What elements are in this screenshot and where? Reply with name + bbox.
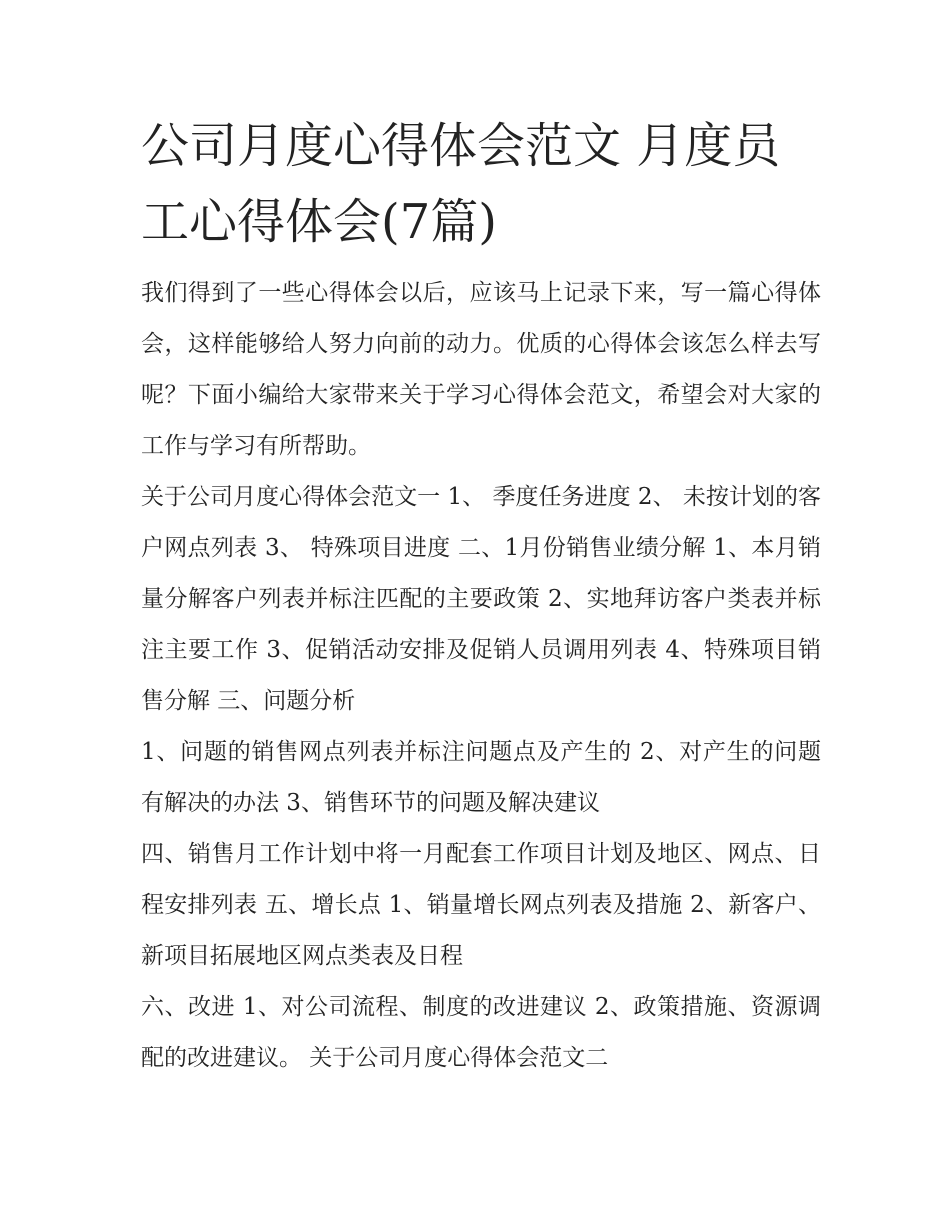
- paragraph-improvement: 六、改进 1、对公司流程、制度的改进建议 2、政策措施、资源调配的改进建议。 关于公司月度心得体会范文二: [141, 994, 821, 1071]
- paragraph-sample-one: 关于公司月度心得体会范文一 1、 季度任务进度 2、 未按计划的客户网点列表 3、 特殊项目进度 二、1月份销售业绩分解 1、本月销量分解客户列表并标注匹配的主要政策 2、实地拜访客户类表并标注主要工作 3、促销活动安排及促销人员调用列表 4、特殊项目销售分解 三、问题分析: [141, 484, 821, 714]
- paragraph-plan-growth: 四、销售月工作计划中将一月配套工作项目计划及地区、网点、日程安排列表 五、增长点 1、销量增长网点列表及措施 2、新客户、新项目拓展地区网点类表及日程: [141, 841, 821, 969]
- paragraph-intro: 我们得到了一些心得体会以后，应该马上记录下来，写一篇心得体会，这样能够给人努力向前的动力。优质的心得体会该怎么样去写呢？下面小编给大家带来关于学习心得体会范文，希望会对大家的工作与学习有所帮助。: [141, 280, 821, 459]
- document-title: 公司月度心得体会范文 月度员工心得体会(7篇): [141, 118, 781, 250]
- paragraph-problem-list: 1、问题的销售网点列表并标注问题点及产生的 2、对产生的问题有解决的办法 3、销售环节的问题及解决建议: [141, 739, 821, 816]
- document-page: [141, 108, 821, 1084]
